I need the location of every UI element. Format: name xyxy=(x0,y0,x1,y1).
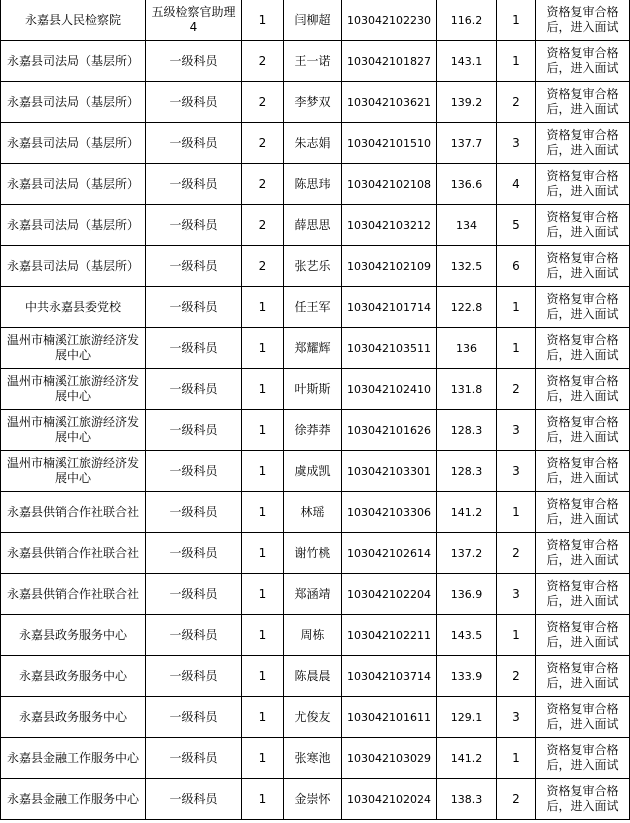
name-cell: 徐莽莽 xyxy=(284,410,342,451)
name-cell: 林瑶 xyxy=(284,492,342,533)
table-row xyxy=(1,0,630,41)
score-cell: 136.9 xyxy=(437,574,497,615)
score-cell: 134 xyxy=(437,205,497,246)
unit-cell: 永嘉县司法局（基层所） xyxy=(1,123,146,164)
exam-id-cell: 103042102211 xyxy=(342,615,437,656)
rank-cell: 2 xyxy=(497,369,536,410)
score-cell: 136.6 xyxy=(437,164,497,205)
exam-id-cell: 103042101827 xyxy=(342,41,437,82)
quota-cell: 1 xyxy=(242,492,284,533)
unit-cell: 中共永嘉县委党校 xyxy=(1,287,146,328)
score-cell: 138.3 xyxy=(437,779,497,820)
rank-cell: 1 xyxy=(497,287,536,328)
rank-cell: 5 xyxy=(497,205,536,246)
remark-cell: 资格复审合格后，进入面试 xyxy=(536,574,630,615)
name-cell: 叶斯斯 xyxy=(284,369,342,410)
rank-cell: 6 xyxy=(497,246,536,287)
score-cell: 139.2 xyxy=(437,82,497,123)
unit-cell: 永嘉县司法局（基层所） xyxy=(1,205,146,246)
position-cell: 一级科员 xyxy=(146,738,242,779)
quota-cell: 1 xyxy=(242,656,284,697)
table-row xyxy=(1,779,630,820)
remark-cell: 资格复审合格后，进入面试 xyxy=(536,492,630,533)
score-cell: 116.2 xyxy=(437,0,497,41)
remark-cell: 资格复审合格后，进入面试 xyxy=(536,656,630,697)
rank-cell: 1 xyxy=(497,492,536,533)
name-cell: 郑涵靖 xyxy=(284,574,342,615)
exam-id-cell: 103042102109 xyxy=(342,246,437,287)
name-cell: 周栋 xyxy=(284,615,342,656)
quota-cell: 1 xyxy=(242,451,284,492)
rank-cell: 3 xyxy=(497,574,536,615)
table-row xyxy=(1,451,630,492)
unit-cell: 永嘉县人民检察院 xyxy=(1,0,146,41)
remark-cell: 资格复审合格后，进入面试 xyxy=(536,41,630,82)
remark-cell: 资格复审合格后，进入面试 xyxy=(536,246,630,287)
exam-id-cell: 103042102230 xyxy=(342,0,437,41)
table-row xyxy=(1,533,630,574)
remark-cell: 资格复审合格后，进入面试 xyxy=(536,82,630,123)
rank-cell: 1 xyxy=(497,0,536,41)
position-cell: 一级科员 xyxy=(146,451,242,492)
unit-cell: 温州市楠溪江旅游经济发展中心 xyxy=(1,410,146,451)
name-cell: 薛思思 xyxy=(284,205,342,246)
remark-cell: 资格复审合格后，进入面试 xyxy=(536,328,630,369)
rank-cell: 4 xyxy=(497,164,536,205)
exam-id-cell: 103042101510 xyxy=(342,123,437,164)
exam-id-cell: 103042103212 xyxy=(342,205,437,246)
rank-cell: 1 xyxy=(497,615,536,656)
table-row xyxy=(1,492,630,533)
table-row xyxy=(1,246,630,287)
remark-cell: 资格复审合格后，进入面试 xyxy=(536,615,630,656)
position-cell: 一级科员 xyxy=(146,164,242,205)
position-cell: 一级科员 xyxy=(146,246,242,287)
table-row xyxy=(1,615,630,656)
unit-cell: 温州市楠溪江旅游经济发展中心 xyxy=(1,369,146,410)
remark-cell: 资格复审合格后，进入面试 xyxy=(536,738,630,779)
rank-cell: 1 xyxy=(497,41,536,82)
quota-cell: 2 xyxy=(242,205,284,246)
remark-cell: 资格复审合格后，进入面试 xyxy=(536,533,630,574)
score-cell: 132.5 xyxy=(437,246,497,287)
position-cell: 一级科员 xyxy=(146,574,242,615)
score-cell: 133.9 xyxy=(437,656,497,697)
score-cell: 141.2 xyxy=(437,492,497,533)
position-cell: 一级科员 xyxy=(146,533,242,574)
table-row xyxy=(1,738,630,779)
exam-id-cell: 103042102108 xyxy=(342,164,437,205)
exam-id-cell: 103042101611 xyxy=(342,697,437,738)
remark-cell: 资格复审合格后，进入面试 xyxy=(536,0,630,41)
exam-id-cell: 103042103511 xyxy=(342,328,437,369)
rank-cell: 3 xyxy=(497,697,536,738)
results-table-body xyxy=(1,0,630,820)
rank-cell: 1 xyxy=(497,328,536,369)
exam-id-cell: 103042102204 xyxy=(342,574,437,615)
name-cell: 任王军 xyxy=(284,287,342,328)
rank-cell: 2 xyxy=(497,82,536,123)
quota-cell: 1 xyxy=(242,369,284,410)
remark-cell: 资格复审合格后，进入面试 xyxy=(536,164,630,205)
quota-cell: 1 xyxy=(242,738,284,779)
unit-cell: 温州市楠溪江旅游经济发展中心 xyxy=(1,451,146,492)
position-cell: 一级科员 xyxy=(146,615,242,656)
quota-cell: 1 xyxy=(242,410,284,451)
position-cell: 一级科员 xyxy=(146,697,242,738)
quota-cell: 1 xyxy=(242,328,284,369)
remark-cell: 资格复审合格后，进入面试 xyxy=(536,287,630,328)
name-cell: 谢竹桃 xyxy=(284,533,342,574)
table-row xyxy=(1,123,630,164)
unit-cell: 永嘉县金融工作服务中心 xyxy=(1,738,146,779)
quota-cell: 1 xyxy=(242,574,284,615)
score-cell: 137.2 xyxy=(437,533,497,574)
position-cell: 一级科员 xyxy=(146,328,242,369)
table-row xyxy=(1,410,630,451)
exam-id-cell: 103042103306 xyxy=(342,492,437,533)
table-row xyxy=(1,164,630,205)
score-cell: 137.7 xyxy=(437,123,497,164)
exam-id-cell: 103042102614 xyxy=(342,533,437,574)
rank-cell: 2 xyxy=(497,533,536,574)
rank-cell: 3 xyxy=(497,410,536,451)
exam-id-cell: 103042102410 xyxy=(342,369,437,410)
exam-id-cell: 103042103301 xyxy=(342,451,437,492)
position-cell: 一级科员 xyxy=(146,41,242,82)
unit-cell: 永嘉县司法局（基层所） xyxy=(1,164,146,205)
name-cell: 尤俊友 xyxy=(284,697,342,738)
position-cell: 一级科员 xyxy=(146,205,242,246)
position-cell: 一级科员 xyxy=(146,492,242,533)
quota-cell: 2 xyxy=(242,246,284,287)
unit-cell: 永嘉县供销合作社联合社 xyxy=(1,574,146,615)
position-cell: 五级检察官助理4 xyxy=(146,0,242,41)
remark-cell: 资格复审合格后，进入面试 xyxy=(536,697,630,738)
position-cell: 一级科员 xyxy=(146,123,242,164)
exam-id-cell: 103042103029 xyxy=(342,738,437,779)
remark-cell: 资格复审合格后，进入面试 xyxy=(536,410,630,451)
name-cell: 王一诺 xyxy=(284,41,342,82)
name-cell: 朱志娟 xyxy=(284,123,342,164)
name-cell: 金崇怀 xyxy=(284,779,342,820)
rank-cell: 3 xyxy=(497,123,536,164)
name-cell: 张寒池 xyxy=(284,738,342,779)
unit-cell: 温州市楠溪江旅游经济发展中心 xyxy=(1,328,146,369)
name-cell: 陈晨晨 xyxy=(284,656,342,697)
quota-cell: 1 xyxy=(242,615,284,656)
exam-id-cell: 103042103714 xyxy=(342,656,437,697)
position-cell: 一级科员 xyxy=(146,82,242,123)
remark-cell: 资格复审合格后，进入面试 xyxy=(536,123,630,164)
unit-cell: 永嘉县司法局（基层所） xyxy=(1,82,146,123)
name-cell: 郑耀辉 xyxy=(284,328,342,369)
position-cell: 一级科员 xyxy=(146,287,242,328)
quota-cell: 2 xyxy=(242,164,284,205)
score-cell: 128.3 xyxy=(437,410,497,451)
position-cell: 一级科员 xyxy=(146,369,242,410)
rank-cell: 2 xyxy=(497,779,536,820)
quota-cell: 2 xyxy=(242,41,284,82)
table-row xyxy=(1,41,630,82)
unit-cell: 永嘉县司法局（基层所） xyxy=(1,41,146,82)
name-cell: 陈思玮 xyxy=(284,164,342,205)
unit-cell: 永嘉县司法局（基层所） xyxy=(1,246,146,287)
score-cell: 136 xyxy=(437,328,497,369)
quota-cell: 1 xyxy=(242,779,284,820)
position-cell: 一级科员 xyxy=(146,656,242,697)
table-row xyxy=(1,369,630,410)
unit-cell: 永嘉县供销合作社联合社 xyxy=(1,492,146,533)
quota-cell: 1 xyxy=(242,533,284,574)
table-row xyxy=(1,82,630,123)
quota-cell: 1 xyxy=(242,0,284,41)
exam-id-cell: 103042102024 xyxy=(342,779,437,820)
unit-cell: 永嘉县供销合作社联合社 xyxy=(1,533,146,574)
score-cell: 143.5 xyxy=(437,615,497,656)
name-cell: 闫柳超 xyxy=(284,0,342,41)
rank-cell: 1 xyxy=(497,738,536,779)
name-cell: 张艺乐 xyxy=(284,246,342,287)
remark-cell: 资格复审合格后，进入面试 xyxy=(536,369,630,410)
quota-cell: 1 xyxy=(242,287,284,328)
rank-cell: 2 xyxy=(497,656,536,697)
score-cell: 122.8 xyxy=(437,287,497,328)
name-cell: 虞成凯 xyxy=(284,451,342,492)
table-row xyxy=(1,205,630,246)
score-cell: 143.1 xyxy=(437,41,497,82)
table-row xyxy=(1,656,630,697)
score-cell: 131.8 xyxy=(437,369,497,410)
table-row xyxy=(1,328,630,369)
unit-cell: 永嘉县政务服务中心 xyxy=(1,615,146,656)
position-cell: 一级科员 xyxy=(146,779,242,820)
unit-cell: 永嘉县政务服务中心 xyxy=(1,656,146,697)
name-cell: 李梦双 xyxy=(284,82,342,123)
exam-id-cell: 103042103621 xyxy=(342,82,437,123)
remark-cell: 资格复审合格后，进入面试 xyxy=(536,451,630,492)
score-cell: 129.1 xyxy=(437,697,497,738)
unit-cell: 永嘉县政务服务中心 xyxy=(1,697,146,738)
remark-cell: 资格复审合格后，进入面试 xyxy=(536,779,630,820)
quota-cell: 2 xyxy=(242,82,284,123)
exam-id-cell: 103042101714 xyxy=(342,287,437,328)
score-cell: 128.3 xyxy=(437,451,497,492)
quota-cell: 2 xyxy=(242,123,284,164)
remark-cell: 资格复审合格后，进入面试 xyxy=(536,205,630,246)
score-cell: 141.2 xyxy=(437,738,497,779)
position-cell: 一级科员 xyxy=(146,410,242,451)
table-row xyxy=(1,574,630,615)
exam-id-cell: 103042101626 xyxy=(342,410,437,451)
unit-cell: 永嘉县金融工作服务中心 xyxy=(1,779,146,820)
quota-cell: 1 xyxy=(242,697,284,738)
table-row xyxy=(1,697,630,738)
rank-cell: 3 xyxy=(497,451,536,492)
table-row xyxy=(1,287,630,328)
